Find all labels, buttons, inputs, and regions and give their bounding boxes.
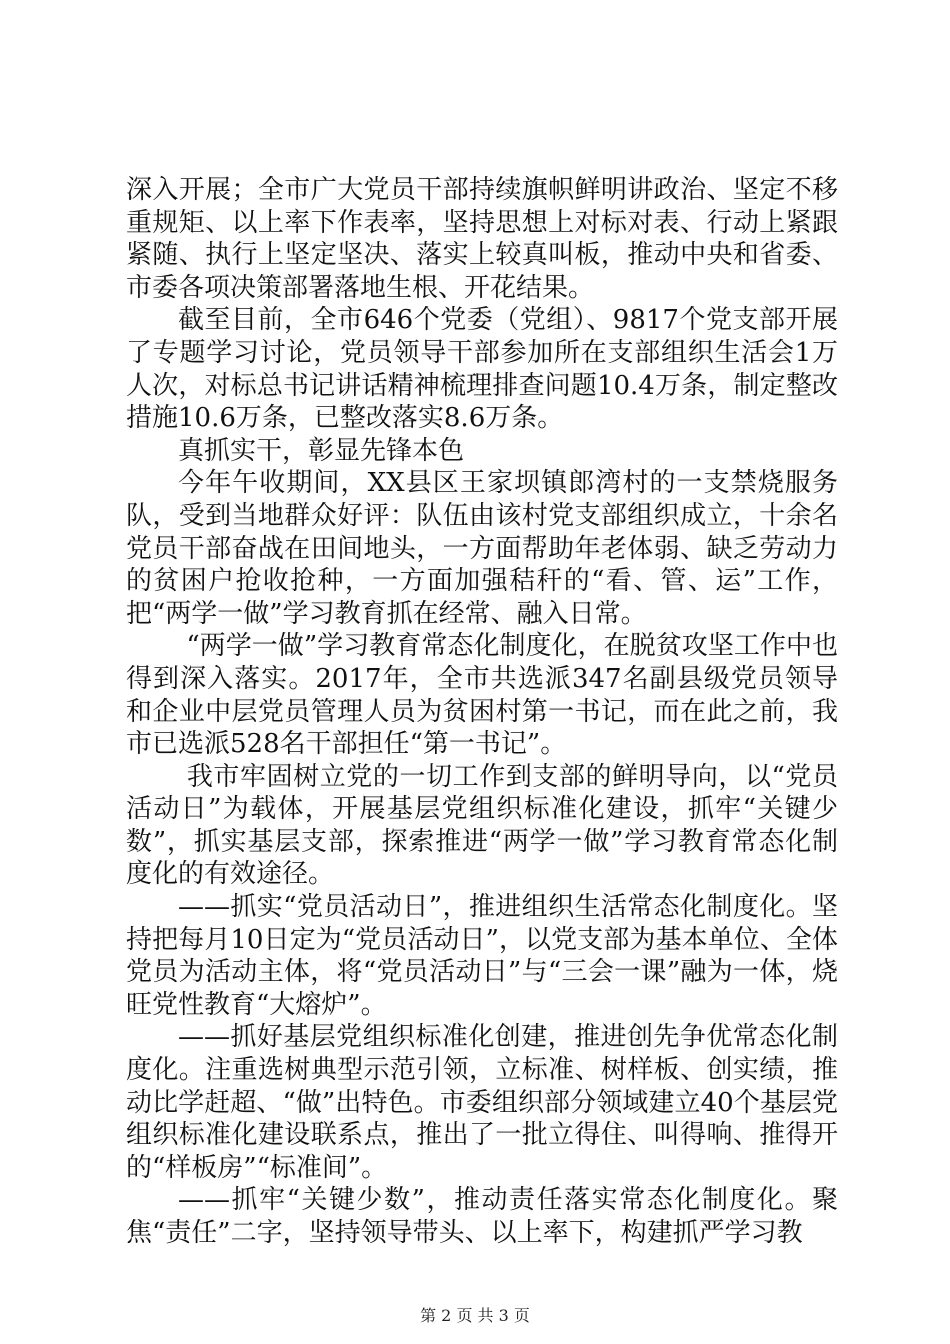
paragraph-6: ——抓实“党员活动日”，推进组织生活常态化制度化。坚持把每月10日定为“党员活动日”，以党支部为基本单位、全体党员为活动主体，将“党员活动日”与“三会一课”融为一体，烧旺党性教育“大熔炉”。 bbox=[126, 892, 838, 1020]
paragraph-2: 截至目前，全市646个党委（党组）、9817个党支部开展了专题学习讨论，党员领导干部参加所在支部组织生活会1万人次，对标总书记讲话精神梳理排查问题10.4万条，制定整改措施10.6万条，已整改落实8.6万条。 bbox=[126, 305, 838, 434]
paragraph-5: 我市牢固树立党的一切工作到支部的鲜明导向，以“党员活动日”为载体，开展基层党组织标准化建设，抓牢“关键少数”，抓实基层支部，探索推进“两学一做”学习教育常态化制度化的有效途径。 bbox=[126, 761, 838, 890]
paragraph-4: “两学一做”学习教育常态化制度化，在脱贫攻坚工作中也得到深入落实。2017年，全市共选派347名副县级党员领导和企业中层党员管理人员为贫困村第一书记，而在此之前，我市已选派528名干部担任“第一书记”。 bbox=[126, 631, 838, 760]
page-footer bbox=[0, 1303, 950, 1326]
paragraph-7: ——抓好基层党组织标准化创建，推进创先争优常态化制度化。注重选树典型示范引领，立标准、树样板、创实绩，推动比学赶超、“做”出特色。市委组织部分领域建立40个基层党组织标准化建设联系点，推出了一批立得住、叫得响、推得开的“样板房”“标准间”。 bbox=[126, 1022, 838, 1183]
document-body bbox=[126, 174, 838, 1250]
paragraph-3: 今年午收期间，XX县区王家坝镇郎湾村的一支禁烧服务队，受到当地群众好评：队伍由该村党支部组织成立，十余名党员干部奋战在田间地头，一方面帮助年老体弱、缺乏劳动力的贫困户抢收抢种，一方面加强秸秆的“看、管、运”工作，把“两学一做”学习教育抓在经常、融入日常。 bbox=[126, 468, 838, 629]
paragraph-8: ——抓牢“关键少数”，推动责任落实常态化制度化。聚焦“责任”二字，坚持领导带头、以上率下，构建抓严学习教 bbox=[126, 1185, 838, 1248]
paragraph-1: 深入开展；全市广大党员干部持续旗帜鲜明讲政治、坚定不移重规矩、以上率下作表率，坚持思想上对标对表、行动上紧跟紧随、执行上坚定坚决、落实上较真叫板，推动中央和省委、市委各项决策部署落地生根、开花结果。 bbox=[126, 175, 838, 303]
page-number-label: 第 2 页 共 3 页 bbox=[420, 1306, 530, 1325]
section-heading: 真抓实干，彰显先锋本色 bbox=[178, 435, 465, 466]
